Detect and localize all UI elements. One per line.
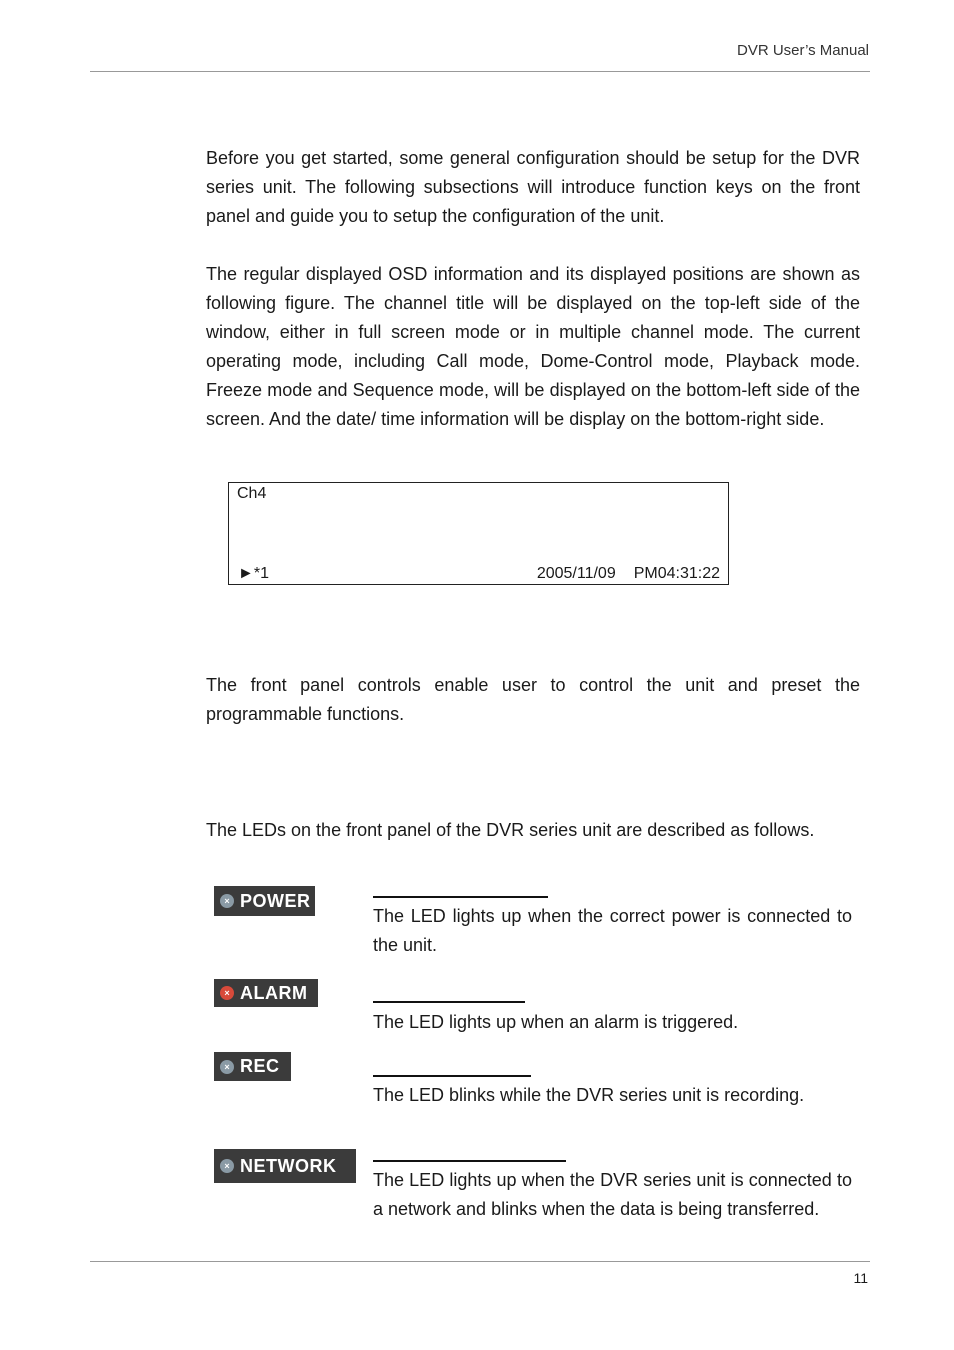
power-led-description: The LED lights up when the correct power is connected to the unit. <box>373 906 852 955</box>
osd-date: 2005/11/09 <box>536 565 616 582</box>
front-panel-paragraph: The front panel controls enable user to control the unit and preset the programmable functions. <box>206 675 860 724</box>
page-number: 11 <box>853 1270 868 1286</box>
network-led-badge <box>214 1149 356 1183</box>
network-led-description: The LED lights up when the DVR series unit is connected to a network and blinks when the data is being transferred. <box>373 1170 852 1219</box>
power-led-badge <box>214 886 315 916</box>
osd-figure <box>228 482 729 585</box>
power-led-label: POWER <box>240 890 311 911</box>
alarm-led-icon: × <box>220 986 234 1000</box>
osd-mode-indicator: ►*1 <box>238 565 269 582</box>
power-heading-rule <box>373 896 548 898</box>
osd-channel-title: Ch4 <box>237 485 267 502</box>
alarm-heading-rule <box>373 1001 525 1003</box>
alarm-led-label: ALARM <box>240 982 308 1003</box>
intro-paragraph: Before you get started, some general configuration should be setup for the DVR series unit. The following subsections will introduce function keys on the front panel and guide you to setup the configuration of the unit. <box>206 148 860 226</box>
header-title: DVR User’s Manual <box>737 42 869 59</box>
rec-led-label: REC <box>240 1056 280 1076</box>
network-led-icon: × <box>220 1159 234 1173</box>
alarm-led-description: The LED lights up when an alarm is triggered. <box>373 1012 739 1032</box>
network-led-label: NETWORK <box>240 1155 337 1176</box>
rec-led-icon: × <box>220 1060 234 1074</box>
power-led-icon: × <box>220 894 234 908</box>
rec-led-description: The LED blinks while the DVR series unit is recording. <box>373 1085 805 1105</box>
osd-datetime <box>537 565 720 583</box>
header-divider <box>90 71 870 72</box>
osd-paragraph: The regular displayed OSD information and its displayed positions are shown as following figure. The channel title will be displayed on the top-left side of the window, either in full screen mode or in multiple channel mode. The current operating mode, including Call mode, Dome-Control mode, Playback mode. Freeze mode and Sequence mode, will be displayed on the bottom-left side of the screen. And the date/ time information will be display on the bottom-right side. <box>206 264 860 429</box>
rec-led-badge <box>214 1052 291 1081</box>
osd-time: PM04:31:22 <box>633 565 720 582</box>
rec-heading-rule <box>373 1075 531 1077</box>
footer-divider <box>90 1261 870 1262</box>
alarm-led-badge <box>214 979 318 1007</box>
network-heading-rule <box>373 1160 566 1162</box>
leds-intro-paragraph: The LEDs on the front panel of the DVR series unit are described as follows. <box>206 820 815 840</box>
